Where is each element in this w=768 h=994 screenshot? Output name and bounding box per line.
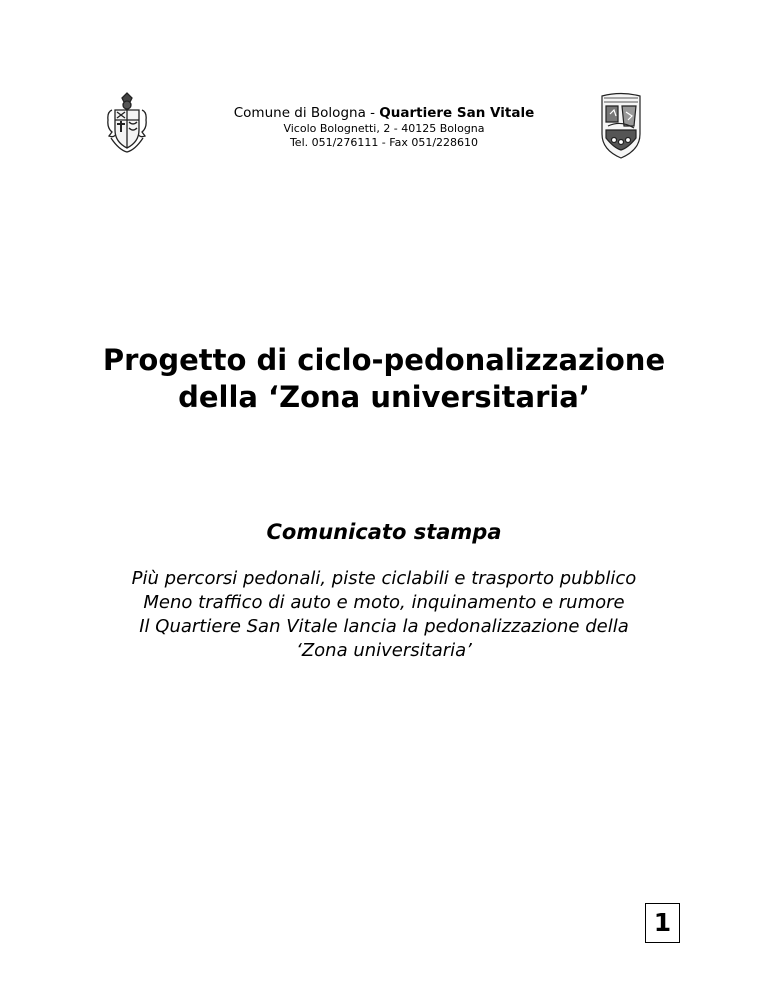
title-line-1: Progetto di ciclo-pedonalizzazione: [102, 343, 666, 377]
letterhead: [0, 104, 768, 150]
contacts-line: Tel. 051/276111 - Fax 051/228610: [289, 136, 479, 149]
title-line-2: della ‘Zona universitaria’: [178, 380, 590, 414]
press-release-summary: [0, 567, 768, 663]
summary-line: Meno traffico di auto e moto, inquinamento e rumore: [143, 592, 625, 613]
summary-line: ‘Zona universitaria’: [296, 640, 472, 661]
organization-name: Quartiere San Vitale: [379, 105, 535, 121]
page-number-box: 1: [645, 903, 680, 943]
summary-line: Più percorsi pedonali, piste ciclabili e trasporto pubblico: [131, 568, 637, 589]
quartiere-san-vitale-coat-of-arms-icon: [598, 92, 644, 160]
organization-line: [0, 104, 768, 122]
summary-line: Il Quartiere San Vitale lancia la pedonalizzazione della: [139, 616, 629, 637]
address-line: Vicolo Bolognetti, 2 - 40125 Bologna: [283, 122, 485, 135]
organization-prefix: Comune di Bologna -: [233, 105, 380, 121]
press-release-heading: Comunicato stampa: [266, 520, 502, 544]
document-title: [0, 342, 768, 416]
